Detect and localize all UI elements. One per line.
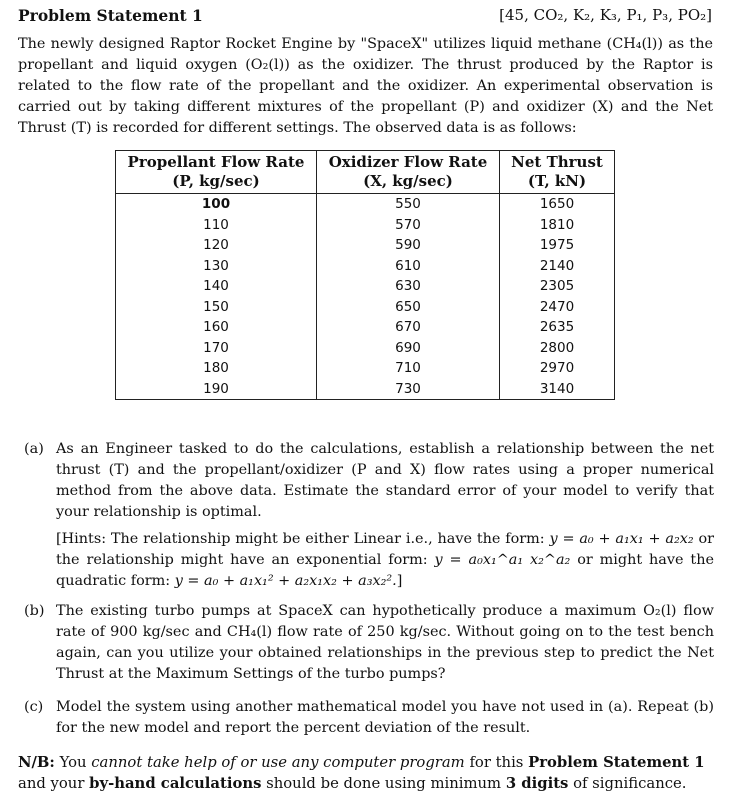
intro-text: The newly designed Raptor Rocket Engine by "SpaceX" utilizes liquid methane (CH₄(l)) as the propellant and liquid oxygen (O₂(l)) as the oxidizer. The thrust produced by the Raptor is related to the flow rate of the propellant and the oxidizer. An experimental observation is carried out by taking different mixtures of the propellant (P) and oxidizer (X) and the Net Thrust (T) is recorded for different settings. The observed data is as follows:	[18, 36, 713, 136]
cell-propellant: 170	[116, 338, 317, 359]
question-c-text: Model the system using another mathematical model you have not used in (a). Repeat (b) for the new model and report the percent deviation of the result.	[56, 699, 714, 736]
formula-linear: y = a₀ + a₁x₁ + a₂x₂	[549, 531, 694, 547]
cell-propellant: 110	[116, 215, 317, 236]
question-a	[24, 439, 714, 592]
cell-oxidizer: 590	[317, 235, 500, 256]
problem-tags: [45, CO₂, K₂, K₃, P₁, P₃, PO₂]	[499, 6, 712, 24]
cell-propellant: 130	[116, 256, 317, 277]
cell-oxidizer: 690	[317, 338, 500, 359]
intro-paragraph	[18, 34, 713, 139]
formula-exponential: y = a₀x₁^a₁ x₂^a₂	[434, 552, 571, 568]
question-b-text: The existing turbo pumps at SpaceX can hypothetically produce a maximum O₂(l) flow rate of 900 kg/sec and CH₄(l) flow rate of 250 kg/sec. Without going on to the test bench again, can you utilize your obtained relationships in the previous step to predict the Net Thrust at the Maximum Settings of the turbo pumps?	[56, 603, 714, 682]
question-c-label: (c)	[24, 699, 44, 715]
table-row	[116, 297, 615, 318]
cell-oxidizer: 570	[317, 215, 500, 236]
column-header-propellant: Propellant Flow Rate (P, kg/sec)	[116, 151, 317, 194]
cell-oxidizer: 710	[317, 358, 500, 379]
question-a-hint: [Hints: The relationship might be either Linear i.e., have the form: y = a₀ + a₁x₁ + a₂x₂ or the relationship might have an exponential form: y = a₀x₁^a₁ x₂^a₂ or might have the quadratic form: y = a₀ + a₁x₁² + a₂x₁x₂ + a₃x₂².]	[56, 531, 715, 589]
table-row	[116, 215, 615, 236]
question-b	[24, 601, 714, 685]
table-row	[116, 338, 615, 359]
column-header-oxidizer: Oxidizer Flow Rate (X, kg/sec)	[317, 151, 500, 194]
cell-oxidizer: 630	[317, 276, 500, 297]
cell-propellant: 150	[116, 297, 317, 318]
cell-thrust: 2140	[500, 256, 615, 277]
table-row	[116, 194, 615, 215]
table-row	[116, 235, 615, 256]
cell-propellant: 100	[116, 194, 317, 215]
cell-thrust: 2800	[500, 338, 615, 359]
question-c	[24, 697, 714, 739]
question-b-label: (b)	[24, 603, 45, 619]
note-emphasis: cannot take help of or use any computer program	[91, 754, 465, 771]
problem-title: Problem Statement 1	[18, 6, 203, 25]
column-header-thrust: Net Thrust (T, kN)	[500, 151, 615, 194]
cell-oxidizer: 730	[317, 379, 500, 400]
cell-oxidizer: 670	[317, 317, 500, 338]
table-row	[116, 358, 615, 379]
table-row	[116, 256, 615, 277]
formula-quadratic: y = a₀ + a₁x₁² + a₂x₁x₂ + a₃x₂².	[174, 573, 397, 589]
cell-oxidizer: 650	[317, 297, 500, 318]
cell-propellant: 140	[116, 276, 317, 297]
header	[18, 6, 712, 28]
cell-thrust: 1650	[500, 194, 615, 215]
cell-thrust: 2470	[500, 297, 615, 318]
table-row	[116, 276, 615, 297]
question-a-text: As an Engineer tasked to do the calculations, establish a relationship between the net thrust (T) and the propellant/oxidizer (P and X) flow rates using a proper numerical method from the above data. Estimate the standard error of your model to verify that your relationship is optimal.	[56, 441, 714, 520]
cell-oxidizer: 610	[317, 256, 500, 277]
table-row	[116, 317, 615, 338]
cell-oxidizer: 550	[317, 194, 500, 215]
question-a-label: (a)	[24, 441, 44, 457]
cell-propellant: 190	[116, 379, 317, 400]
cell-thrust: 2970	[500, 358, 615, 379]
cell-thrust: 2305	[500, 276, 615, 297]
cell-propellant: 180	[116, 358, 317, 379]
cell-propellant: 120	[116, 235, 317, 256]
cell-thrust: 3140	[500, 379, 615, 400]
cell-thrust: 2635	[500, 317, 615, 338]
data-table	[115, 150, 615, 400]
note: N/B: You cannot take help of or use any computer program for this Problem Statement 1 and your by-hand calculations should be done using minimum 3 digits of significance.	[18, 754, 705, 792]
note-label: N/B:	[18, 754, 55, 771]
cell-propellant: 160	[116, 317, 317, 338]
cell-thrust: 1975	[500, 235, 615, 256]
table-row	[116, 379, 615, 400]
cell-thrust: 1810	[500, 215, 615, 236]
